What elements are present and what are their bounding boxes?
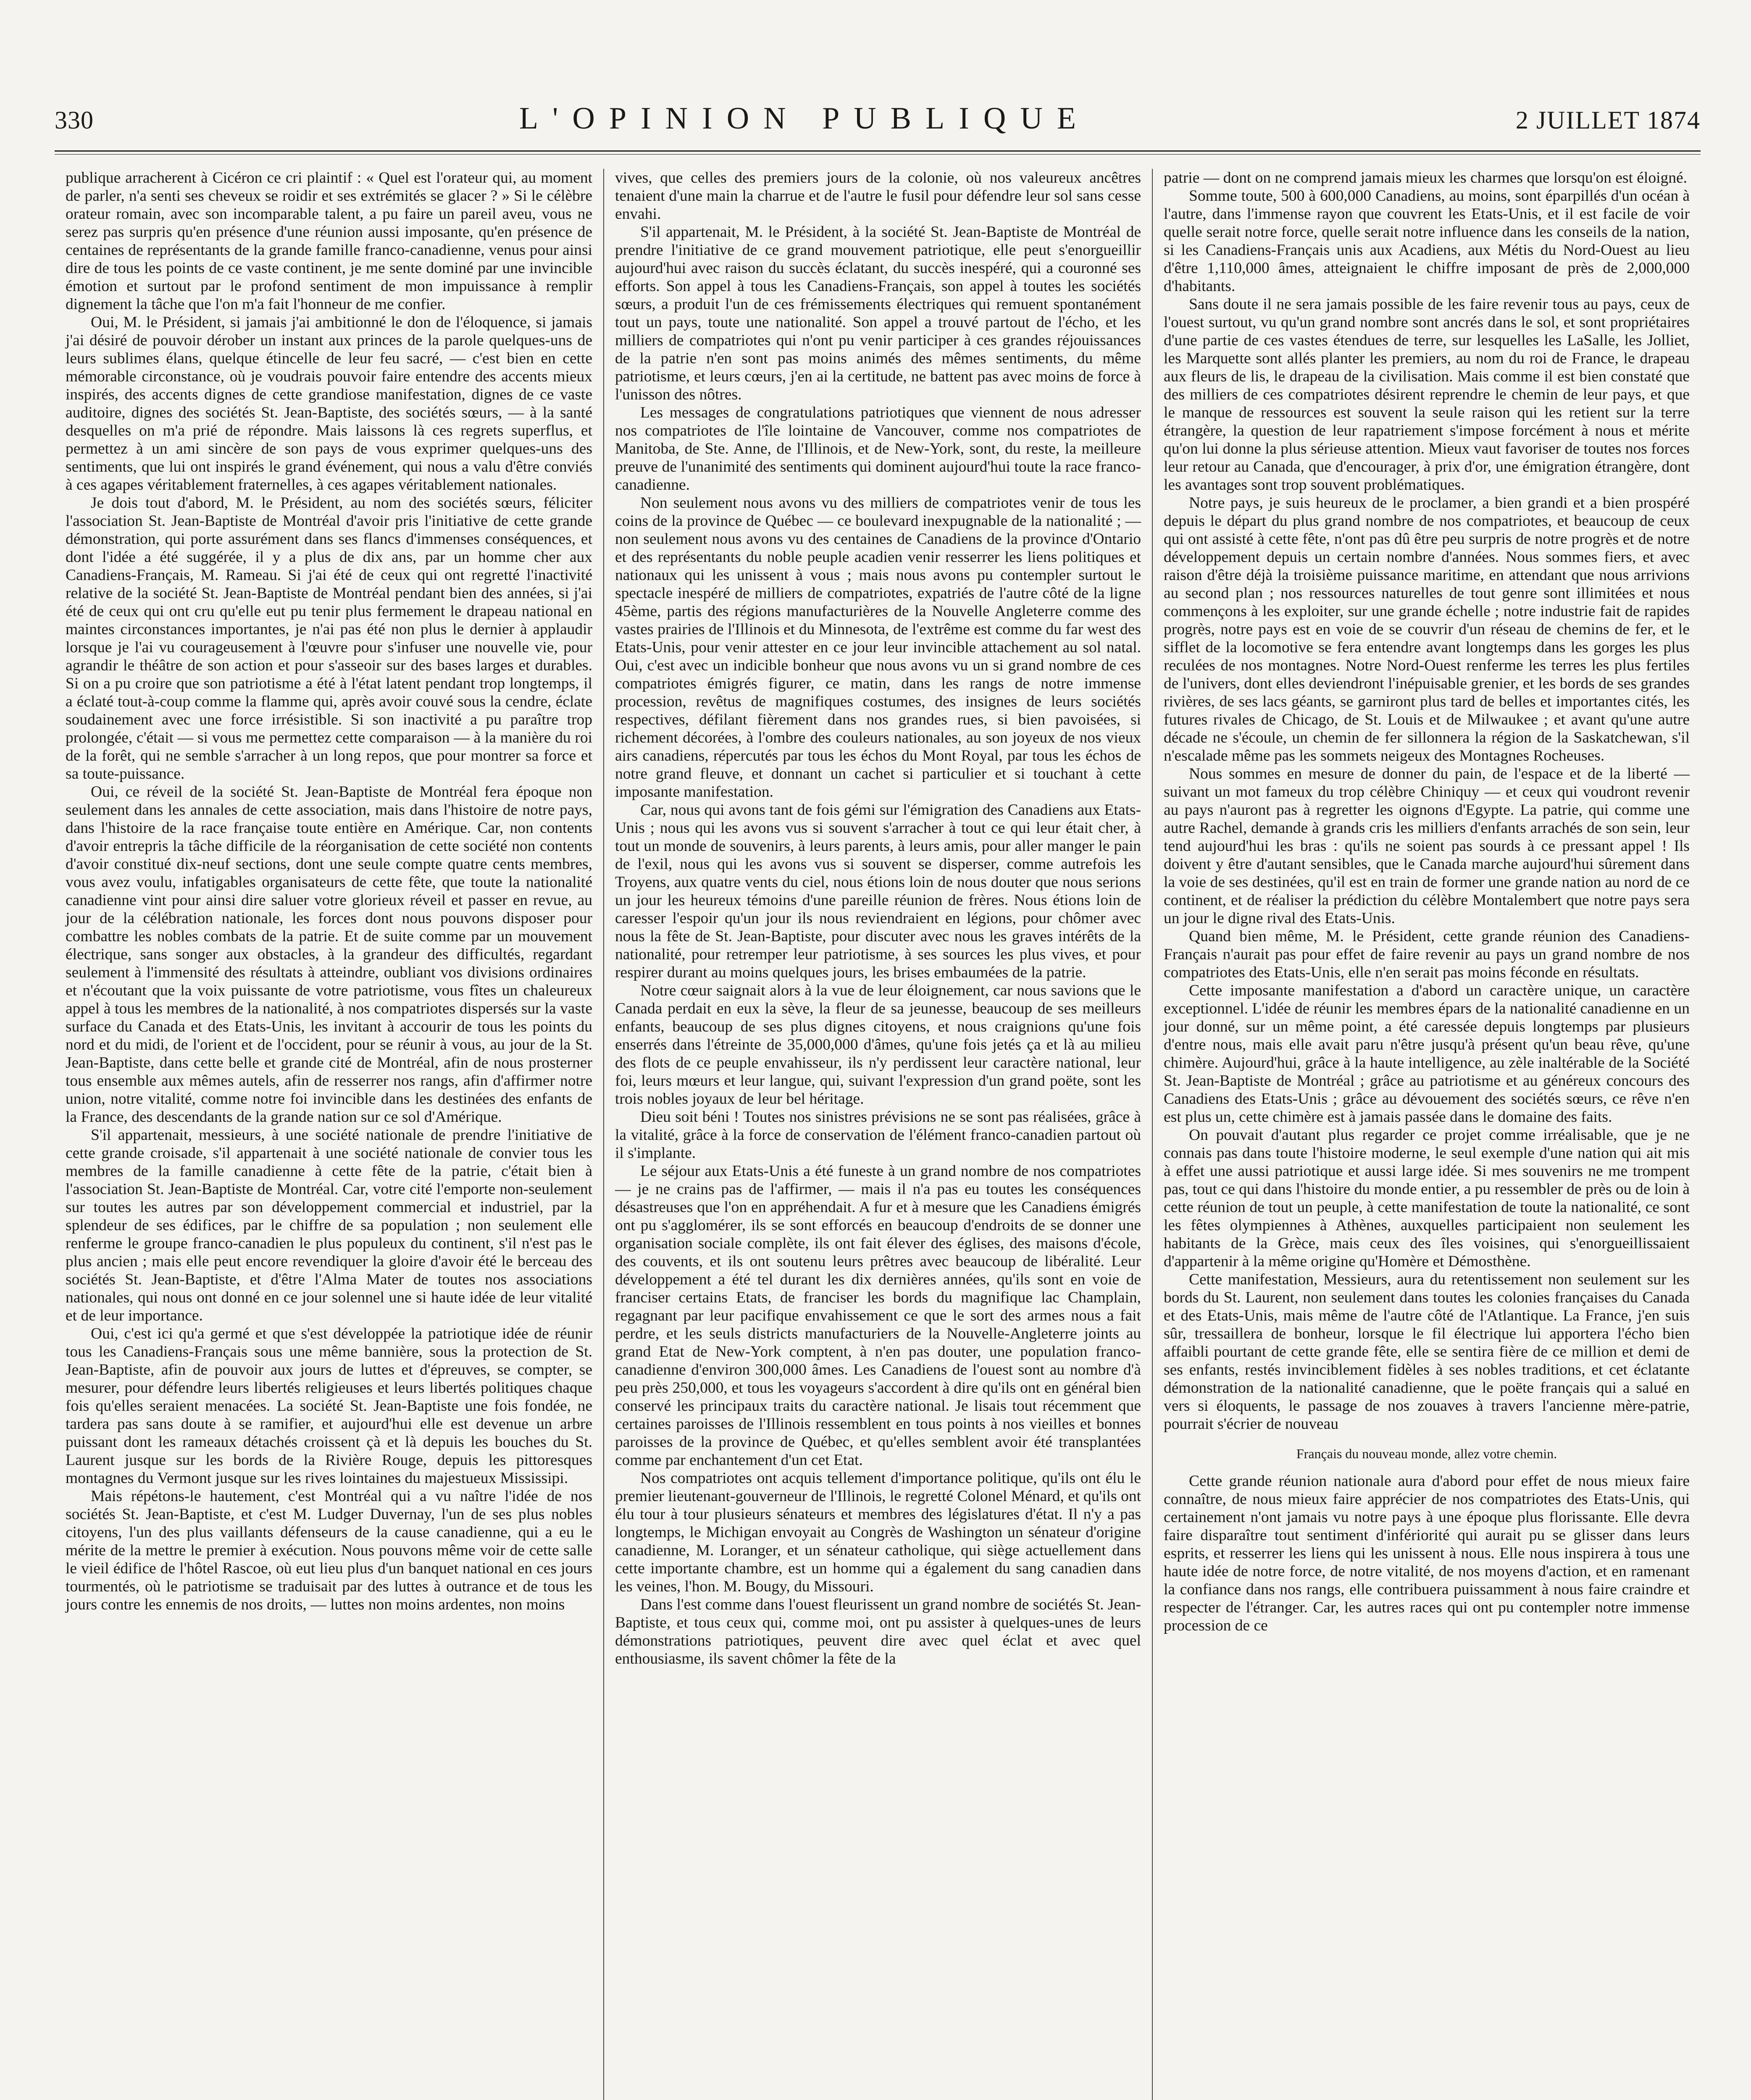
paragraph: Notre pays, je suis heureux de le proclamer, a bien grandi et a bien prospéré depuis le départ du plus grand nombre de nos compatriotes, et beaucoup de ceux qui ont assisté à cette fête, n'ont pas dû être peu surpris de notre progrès et de notre développement depuis un certain nombre d'années. Nous sommes fiers, et avec raison d'être déjà la troisième puissance maritime, en attendant que nous arrivions au second plan ; nos ressources naturelles de tout genre sont illimitées et nous commençons à les exploiter, sur une grande échelle ; notre industrie fait de rapides progrès, notre pays est en voie de se couvrir d'un réseau de chemins de fer, et le sifflet de la locomotive se fera entendre avant longtemps dans les gorges les plus reculées de nos montagnes. Notre Nord-Ouest renferme les terres les plus fertiles de l'univers, dont elles deviendront l'inépuisable grenier, et les bords de ses grandes rivières, de ses lacs géants, se garniront plus tard de belles et importantes cités, les futures rivales de Chicago, de St. Louis et de Milwaukee ; et avant qu'une autre décade ne s'écoule, un chemin de fer sillonnera la région de la Saskatchewan, s'il n'escalade même pas les sommets neigeux des Montagnes Rocheuses. <box>1164 494 1690 764</box>
paragraph: Je dois tout d'abord, M. le Président, au nom des sociétés sœurs, féliciter l'association St. Jean-Baptiste de Montréal d'avoir pris l'initiative de cette grande démonstration, qui porte assurément dans ses flancs d'immenses conséquences, et dont l'idée a été suggérée, il y a plus de dix ans, par un homme cher aux Canadiens-Français, M. Rameau. Si j'ai été de ceux qui ont regretté l'inactivité relative de la société St. Jean-Baptiste de Montréal pendant bien des années, si j'ai été de ceux qui ont cru qu'elle eut pu tenir plus fermement le drapeau national en maintes circonstances importantes, je n'ai pas été non plus le dernier à applaudir lorsque je l'ai vu courageusement à l'œuvre pour s'infuser une nouvelle vie, pour agrandir le théâtre de son action et pour s'asseoir sur des bases larges et durables. Si on a pu croire que son patriotisme a été à l'état latent pendant trop longtemps, il a éclaté tout-à-coup comme la flamme qui, après avoir couvé sous la cendre, éclate soudainement avec une force irrésistible. Si son inactivité a pu paraître trop prolongée, c'était — si vous me permettez cette comparaison — à la manière du roi de la forêt, qui ne semble s'arracher à un long repos, que pour montrer sa force et sa toute-puissance. <box>66 494 592 782</box>
paragraph: Sans doute il ne sera jamais possible de les faire revenir tous au pays, ceux de l'ouest surtout, vu qu'un grand nombre sont ancrés dans le sol, et sont propriétaires d'une partie de ces vastes étendues de terre, sur lesquelles les LaSalle, les Jolliet, les Marquette sont allés planter les premiers, au nom du roi de France, le drapeau aux fleurs de lis, le drapeau de la civilisation. Mais comme il est bien constaté que des milliers de ces compatriotes désirent reprendre le chemin de leur pays, et que le manque de ressources est souvent la seule raison qui les retient sur la terre étrangère, la question de leur rapatriement s'impose forcément à nous et mérite qu'on lui donne la plus sérieuse attention. Mieux vaut favoriser de toutes nos forces leur retour au Canada, que d'encourager, à prix d'or, une émigration étrangère, dont les avantages sont trop souvent problématiques. <box>1164 296 1690 494</box>
paragraph: Mais répétons-le hautement, c'est Montréal qui a vu naître l'idée de nos sociétés St. Jean-Baptiste, et c'est M. Ludger Duvernay, l'un de ses plus nobles citoyens, l'un des plus vaillants défenseurs de la cause canadienne, qui a eu le mérite de la mettre le premier à exécution. Nous pouvons même voir de cette salle le vieil édifice de l'hôtel Rascoe, où eut lieu plus d'un banquet national en ces jours tourmentés, où le patriotisme se traduisait par des luttes à outrance et de tous les jours contre les ennemis de nos droits, — luttes non moins ardentes, non moins <box>66 1488 592 1613</box>
page-number: 330 <box>55 106 94 134</box>
paragraph: Dans l'est comme dans l'ouest fleurissent un grand nombre de sociétés St. Jean-Baptiste, et tous ceux qui, comme moi, ont pu assister à quelques-unes de leurs démonstrations patriotiques, peuvent dire avec quel éclat et avec quel enthousiasme, ils savent chômer la fête de la <box>615 1596 1141 1667</box>
paragraph: On pouvait d'autant plus regarder ce projet comme irréalisable, que je ne connais pas dans toute l'histoire moderne, le seul exemple d'une nation qui ait mis à effet une aussi patriotique et aussi large idée. Si mes souvenirs ne me trompent pas, tout ce qui dans l'histoire du monde entier, a pu ressembler de près ou de loin à cette réunion de tout un peuple, à cette manifestation de toute la nationalité, ce sont les fêtes olympiennes à Athènes, auxquelles participaient non seulement les habitants de la Grèce, mais ceux des îles voisines, qui s'enorgueillissaient d'appartenir à la même origine qu'Homère et Démosthène. <box>1164 1126 1690 1270</box>
paragraph: Les messages de congratulations patriotiques que viennent de nous adresser nos compatriotes de l'île lointaine de Vancouver, comme nos compatriotes de Manitoba, de Ste. Anne, de l'Illinois, et de New-York, sont, du reste, la meilleure preuve de l'unanimité des sentiments qui dominent aujourd'hui toute la race franco-canadienne. <box>615 404 1141 494</box>
paragraph: Oui, M. le Président, si jamais j'ai ambitionné le don de l'éloquence, si jamais j'ai désiré de pouvoir dérober un instant aux princes de la parole quelques-uns de leurs sublimes élans, quelque étincelle de leur feu sacré, — c'est bien en cette mémorable circonstance, où je voudrais pouvoir faire entendre des accents mieux inspirés, des accents dignes de cette grandiose manifestation, dignes de ce vaste auditoire, dignes des sociétés St. Jean-Baptiste, des sociétés sœurs, — à la santé desquelles on m'a prié de répondre. Mais laissons là ces regrets superflus, et permettez à un ami sincère de son pays de vous exprimer quelques-uns des sentiments, que lui ont inspirés le grand événement, qui nous a valu d'être conviés à ces agapes véritablement fraternelles, à ces agapes véritablement nationales. <box>66 314 592 494</box>
paragraph: Notre cœur saignait alors à la vue de leur éloignement, car nous savions que le Canada perdait en eux la sève, la fleur de sa jeunesse, beaucoup de ses meilleurs enfants, beaucoup de ses plus dignes citoyens, et nous craignions qu'une fois enserrés dans l'étreinte de 35,000,000 d'âmes, qu'une fois jetés ça et là au milieu des flots de ce peuple envahisseur, ils n'y perdissent leur caractère national, leur foi, leurs mœurs et leur langue, qui, suivant l'expression d'un grand poëte, sont les trois nobles joyaux de leur bel héritage. <box>615 982 1141 1108</box>
paragraph: Cette manifestation, Messieurs, aura du retentissement non seulement sur les bords du St. Laurent, non seulement dans toutes les colonies françaises du Canada et des Etats-Unis, mais même de l'autre côté de l'Atlantique. La France, j'en suis sûr, tressaillera de bonheur, lorsque le fil électrique lui apportera l'écho bien affaibli pourtant de cette grande fête, elle se sentira fière de ce million et demi de ses enfants, restés invinciblement fidèles à ses nobles traditions, et cet éclatante démonstration de la nationalité canadienne, que le poëte français qui a salué en vers si éloquents, le passage de nos zouaves à travers l'ancienne mère-patrie, pourrait s'écrier de nouveau <box>1164 1271 1690 1433</box>
paragraph: Nous sommes en mesure de donner du pain, de l'espace et de la liberté — suivant un mot fameux du trop célèbre Chiniquy — et ceux qui voudront revenir au pays n'auront pas à regretter les oignons d'Egypte. La patrie, qui comme une autre Rachel, demande à grands cris les milliers d'enfants arrachés de son sein, leur tend aujourd'hui les bras : qu'ils ne soient pas sourds à ce pressant appel ! Ils doivent y être d'autant sensibles, que le Canada marche aujourd'hui sûrement dans la voie de ses destinées, qu'il est en train de former une grande nation au nord de ce continent, et de réaliser la prédiction du célèbre Montalembert que notre pays sera un jour le digne rival des Etats-Unis. <box>1164 765 1690 927</box>
paragraph: Dieu soit béni ! Toutes nos sinistres prévisions ne se sont pas réalisées, grâce à la vitalité, grâce à la force de conservation de l'élément franco-canadien partout où il s'implante. <box>615 1108 1141 1162</box>
header-rule <box>55 150 1701 155</box>
page-header <box>55 101 1701 147</box>
paragraph: publique arracherent à Cicéron ce cri plaintif : « Quel est l'orateur qui, au moment de parler, n'a senti ses cheveux se roidir et ses extrémités se glacer ? » Si le célèbre orateur romain, avec son incomparable talent, a pu faire un pareil aveu, vous ne serez pas surpris qu'en présence d'une réunion aussi imposante, qu'en présence de centaines de représentants de la grande famille franco-canadienne, venus pour ainsi dire de tous les points de ce vaste continent, je me sente dominé par une invincible émotion et surtout par le profond sentiment de mon impuissance à remplir dignement la tâche que l'on m'a fait l'honneur de me confier. <box>66 169 592 313</box>
paragraph: Cette imposante manifestation a d'abord un caractère unique, un caractère exceptionnel. L'idée de réunir les membres épars de la nationalité canadienne en un jour donné, sur un même point, a été caressée depuis longtemps par plusieurs d'entre nous, mais elle avait paru n'être jusqu'à présent qu'un beau rêve, qu'une chimère. Aujourd'hui, grâce à la haute intelligence, au zèle inaltérable de la Société St. Jean-Baptiste de Montréal ; grâce au patriotisme et au généreux concours des Canadiens des Etats-Unis ; grâce au dévouement des sociétés sœurs, ce rêve n'en est plus un, cette chimère est à jamais passée dans le domaine des faits. <box>1164 982 1690 1126</box>
paragraph: S'il appartenait, M. le Président, à la société St. Jean-Baptiste de Montréal de prendre l'initiative de ce grand mouvement patriotique, elle peut s'enorgueillir aujourd'hui avec raison du succès éclatant, du succès inespéré, qui a couronné ses efforts. Son appel à tous les Canadiens-Français, son appel à toutes les sociétés sœurs, a produit l'un de ces frémissements électriques qui remuent spontanément tout un pays, toute une nationalité. Son appel a trouvé partout de l'écho, et les milliers de compatriotes qui n'ont pu venir participer à ces grandes réjouissances de la patrie n'en sont pas moins animés des mêmes sentiments, du même patriotisme, et leurs cœurs, j'en ai la certitude, ne battent pas avec moins de force à l'unisson des nôtres. <box>615 223 1141 403</box>
paragraph: Quand bien même, M. le Président, cette grande réunion des Canadiens-Français n'aurait pas pour effet de faire revenir au pays un grand nombre de nos compatriotes des Etats-Unis, elle n'en serait pas moins féconde en résultats. <box>1164 928 1690 981</box>
paragraph: Non seulement nous avons vu des milliers de compatriotes venir de tous les coins de la province de Québec — ce boulevard inexpugnable de la nationalité ; — non seulement nous avons vu des centaines de Canadiens de la province d'Ontario et des représentants du noble peuple acadien venir resserrer les liens politiques et nationaux qui les unissent à vous ; mais nous avons pu contempler surtout le spectacle inespéré de milliers de compatriotes, expatriés de l'autre côté de la ligne 45ème, partis des régions manufacturières de la Nouvelle Angleterre comme des vastes prairies de l'Illinois et du Minnesota, de l'extrême est comme du far west des Etats-Unis, pour venir attester en ce jour leur invincible attachement au sol natal. Oui, c'est avec un indicible bonheur que nous avons vu un si grand nombre de ces compatriotes émigrés figurer, ce matin, dans les rangs de notre immense procession, revêtus de magnifiques costumes, des insignes de leurs sociétés respectives, défilant fièrement dans nos grandes rues, si bien pavoisées, si richement décorées, à l'ombre des couleurs nationales, au son joyeux de nos vieux airs canadiens, répercutés par tous les échos du Mont Royal, par tous les échos de notre grand fleuve, et donnant un cachet si particulier et si touchant à cette imposante manifestation. <box>615 494 1141 801</box>
masthead-title: L'OPINION PUBLIQUE <box>519 101 1090 136</box>
paragraph: vives, que celles des premiers jours de la colonie, où nos valeureux ancêtres tenaient d'une main la charrue et de l'autre le fusil pour défendre leur sol sans cesse envahi. <box>615 169 1141 223</box>
paragraph: Oui, ce réveil de la société St. Jean-Baptiste de Montréal fera époque non seulement dans les annales de cette association, mais dans l'histoire de notre pays, dans l'histoire de la race française toute entière en Amérique. Car, non contents d'avoir entrepris la tâche difficile de la réorganisation de cette société non contents d'avoir constitué dix-neuf sections, dont une seule compte quatre cents membres, vous avez voulu, infatigables organisateurs de cette fête, que toute la nationalité canadienne vint pour ainsi dire saluer votre glorieux réveil et passer en revue, au jour de la célébration nationale, les forces dont nous pouvons disposer pour combattre les nobles combats de la patrie. Et de suite comme par un mouvement électrique, sans songer aux obstacles, à la grandeur des difficultés, regardant seulement à l'immensité des résultats à atteindre, oubliant vos divisions ordinaires et n'écoutant que la voix puissante de votre patriotisme, vous fîtes un chaleureux appel à tous les membres de la nationalité, à nos compatriotes dispersés sur la vaste surface du Canada et des Etats-Unis, les invitant à accourir de tous les points du nord et du midi, de l'orient et de l'occident, pour se réunir à vous, au jour de la St. Jean-Baptiste, dans cette belle et grande cité de Montréal, afin de nous prosterner tous ensemble aux mêmes autels, afin de resserrer nos rangs, afin d'affirmer notre union, notre vitalité, comme notre foi invincible dans les destinées des enfants de la France, des descendants de la grande nation sur ce sol d'Amérique. <box>66 783 592 1126</box>
column-3 <box>1152 169 1701 2100</box>
paragraph: Cette grande réunion nationale aura d'abord pour effet de nous mieux faire connaître, de nous mieux faire apprécier de nos compatriotes des Etats-Unis, qui certainement n'ont jamais vu notre pays à une époque plus florissante. Elle devra faire disparaître tout sentiment d'infériorité qui aurait pu se glisser dans leurs esprits, et resserrer les liens qui les unissent à nous. Elle nous inspirera à tous une haute idée de notre force, de notre vitalité, de nos moyens d'action, et en ramenant la confiance dans nos rangs, elle contribuera puissamment à nous faire craindre et respecter de l'étranger. Car, les autres races qui ont pu contempler notre immense procession de ce <box>1164 1473 1690 1634</box>
verse-citation: Français du nouveau monde, allez votre chemin. <box>1296 1446 1557 1461</box>
paragraph: Car, nous qui avons tant de fois gémi sur l'émigration des Canadiens aux Etats-Unis ; nous qui les avons vus si souvent s'arracher à tout ce qui leur était cher, à tout un monde de souvenirs, à leurs parents, à leurs amis, pour aller manger le pain de l'exil, nous qui les avons vus si souvent se disperser, comme autrefois les Troyens, aux quatre vents du ciel, nous étions loin de nous douter que nous serions un jour les heureux témoins d'une pareille réunion de frères. Nous étions loin de caresser l'espoir qu'un jour ils nous reviendraient en légions, pour chômer avec nous la fête de St. Jean-Baptiste, pour discuter avec nous les graves intérêts de la nationalité, pour retremper leur patriotisme, à ses sources les plus vives, et pour respirer durant au moins quelques jours, les brises embaumées de la patrie. <box>615 801 1141 981</box>
column-1 <box>55 169 603 2100</box>
paragraph: S'il appartenait, messieurs, à une société nationale de prendre l'initiative de cette grande croisade, s'il appartenait à une société nationale de convier tous les membres de la famille canadienne à cette fête de la patrie, c'était bien à l'association St. Jean-Baptiste de Montréal. Car, votre cité l'emporte non-seulement sur toutes les autres par son développement commercial et industriel, par la splendeur de ses édifices, par le chiffre de sa population ; non seulement elle renferme le groupe franco-canadien le plus populeux du continent, s'il n'est pas le plus ancien ; mais elle peut encore revendiquer la gloire d'avoir été le berceau des sociétés St. Jean-Baptiste, et d'être l'Alma Mater de toutes nos associations nationales, qui nous ont donné en ce jour solennel une si haute idée de leur vitalité et de leur importance. <box>66 1126 592 1324</box>
paragraph: Oui, c'est ici qu'a germé et que s'est développée la patriotique idée de réunir tous les Canadiens-Français sous une même bannière, sous la protection de St. Jean-Baptiste, afin de pouvoir aux jours de luttes et d'épreuves, se compter, se mesurer, pour défendre leurs libertés religieuses et leurs libertés politiques chaque fois qu'elles seraient menacées. La société St. Jean-Baptiste une fois fondée, ne tardera pas sans doute à se ramifier, et aujourd'hui elle est devenue un arbre puissant dont les rameaux détachés croissent çà et là depuis les bouches du St. Laurent jusque sur les bords de la Rivière Rouge, depuis les pittoresques montagnes du Vermont jusque sur les rives lointaines du majestueux Mississipi. <box>66 1325 592 1487</box>
paragraph: Le séjour aux Etats-Unis a été funeste à un grand nombre de nos compatriotes — je ne crains pas de l'affirmer, — mais il n'a pas eu toutes les conséquences désastreuses que l'on en appréhendait. A fur et à mesure que les Canadiens émigrés ont pu s'agglomérer, ils se sont efforcés en beaucoup d'endroits de se donner une organisation sociale complète, ils ont fait élever des églises, des maisons d'école, des couvents, et ils ont soutenu leurs prêtres avec beaucoup de libéralité. Leur développement a été tel durant les dix dernières années, qu'ils sont en voie de franciser certains Etats, de franciser les bords du magnifique lac Champlain, regagnant par leur pacifique envahissement ce que le sort des armes nous a fait perdre, et les seuls districts manufacturiers de la Nouvelle-Angleterre joints au grand Etat de New-York comptent, à n'en pas douter, une population franco-canadienne d'environ 300,000 âmes. Les Canadiens de l'ouest sont au nombre d'à peu près 250,000, et tous les voyageurs s'accordent à dire qu'ils ont en général bien conservé les principaux traits du caractère national. Je lisais tout récemment que certaines paroisses de l'Illinois ressemblent en tous points à nos vieilles et bonnes paroisses de la province de Québec, et qu'elles semblent avoir été transplantées comme par enchantement d'un cet Etat. <box>615 1163 1141 1469</box>
paragraph: Somme toute, 500 à 600,000 Canadiens, au moins, sont éparpillés d'un océan à l'autre, dans l'immense rayon que couvrent les Etats-Unis, et il est facile de voir quelle serait notre force, quelle serait notre influence dans les conseils de la nation, si les Canadiens-Français unis aux Acadiens, aux Métis du Nord-Ouest au lieu d'être 1,110,000 âmes, atteignaient le chiffre imposant de près de 2,000,000 d'habitants. <box>1164 187 1690 295</box>
paragraph: Nos compatriotes ont acquis tellement d'importance politique, qu'ils ont élu le premier lieutenant-gouverneur de l'Illinois, le regretté Colonel Ménard, et qu'ils ont élu tour à tour plusieurs sénateurs et membres des législatures d'état. Il n'y a pas longtemps, le Michigan envoyait au Congrès de Washington un sénateur d'origine canadienne, M. Loranger, et un sénateur catholique, qui siège actuellement dans cette importante chambre, est un homme qui a également du sang canadien dans les veines, l'hon. M. Bougy, du Missouri. <box>615 1470 1141 1595</box>
column-2 <box>603 169 1152 2100</box>
article-columns <box>55 169 1701 2100</box>
paragraph: patrie — dont on ne comprend jamais mieux les charmes que lorsqu'on est éloigné. <box>1164 169 1688 186</box>
issue-date: 2 JUILLET 1874 <box>1515 106 1701 134</box>
